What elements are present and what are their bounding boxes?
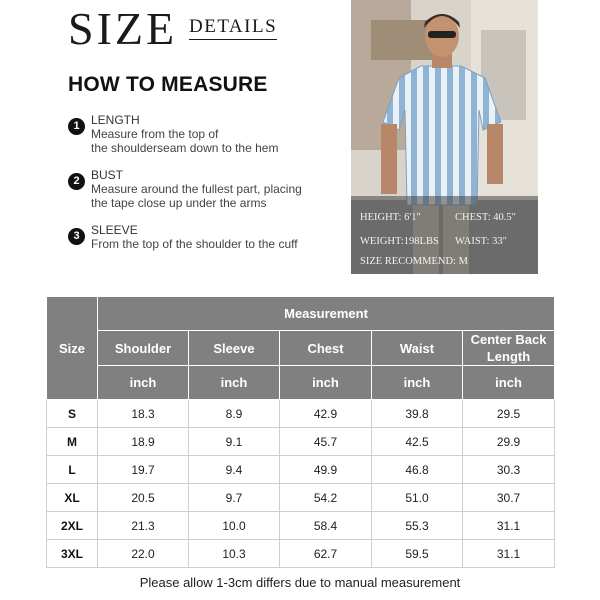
step-desc-line: the shoulderseam down to the hem [91,141,279,155]
table-cell: 10.3 [189,540,280,568]
table-cell: 42.9 [280,400,372,428]
table-cell: 18.3 [98,400,189,428]
table-row [47,456,555,484]
model-chest: CHEST: 40.5" [455,212,516,223]
size-label: L [47,456,98,484]
size-label: 3XL [47,540,98,568]
column-header-waist: Waist [372,331,463,366]
table-cell: 9.1 [189,428,280,456]
step-number-badge: 2 [68,173,85,190]
step-desc-line: Measure from the top of [91,127,219,141]
unit-cell: inch [280,366,372,400]
model-height: HEIGHT: 6'1" [360,212,421,223]
step-desc-line: the tape close up under the arms [91,196,267,210]
table-cell: 29.5 [463,400,555,428]
table-unit-row [47,366,555,400]
table-cell: 58.4 [280,512,372,540]
size-chart-table [46,296,555,568]
table-header-row [47,297,555,331]
table-row [47,400,555,428]
step-title: SLEEVE [91,223,138,237]
step-description [91,237,341,251]
model-photo [351,0,538,274]
model-size-recommend: SIZE RECOMMEND: M [360,256,468,267]
table-cell: 18.9 [98,428,189,456]
table-cell: 10.0 [189,512,280,540]
step-desc-line: Measure around the fullest part, placing [91,182,302,196]
size-label: XL [47,484,98,512]
size-column-header: Size [47,297,98,400]
table-cell: 49.9 [280,456,372,484]
step-title: BUST [91,168,124,182]
size-label: S [47,400,98,428]
table-cell: 20.5 [98,484,189,512]
table-cell: 42.5 [372,428,463,456]
table-row [47,540,555,568]
model-weight: WEIGHT:198LBS [360,236,439,247]
size-label: M [47,428,98,456]
size-title: SIZE [68,3,178,54]
how-to-measure-heading: HOW TO MEASURE [68,73,268,96]
table-cell: 62.7 [280,540,372,568]
column-header-sleeve: Sleeve [189,331,280,366]
table-cell: 8.9 [189,400,280,428]
table-cell: 9.7 [189,484,280,512]
details-title: DETAILS [189,17,277,40]
model-info-overlay [351,196,538,274]
table-row [47,512,555,540]
column-header-center-back-length: Center Back Length [463,331,555,366]
table-cell: 46.8 [372,456,463,484]
measurement-note: Please allow 1-3cm differs due to manual measurement [139,575,461,590]
unit-cell: inch [372,366,463,400]
model-waist: WAIST: 33" [455,236,507,247]
step-title: LENGTH [91,113,140,127]
column-header-shoulder: Shoulder [98,331,189,366]
table-cell: 39.8 [372,400,463,428]
table-cell: 31.1 [463,512,555,540]
table-cell: 22.0 [98,540,189,568]
table-cell: 29.9 [463,428,555,456]
table-cell: 45.7 [280,428,372,456]
table-row [47,428,555,456]
column-header-chest: Chest [280,331,372,366]
table-column-header-row [47,331,555,366]
step-number-badge: 1 [68,118,85,135]
table-row [47,484,555,512]
measurement-group-header: Measurement [98,297,555,331]
unit-cell: inch [98,366,189,400]
table-cell: 19.7 [98,456,189,484]
step-number-badge: 3 [68,228,85,245]
step-desc-line: From the top of the shoulder to the cuff [91,237,298,251]
table-cell: 51.0 [372,484,463,512]
unit-cell: inch [463,366,555,400]
table-cell: 30.7 [463,484,555,512]
table-cell: 31.1 [463,540,555,568]
unit-cell: inch [189,366,280,400]
table-cell: 21.3 [98,512,189,540]
table-cell: 9.4 [189,456,280,484]
size-label: 2XL [47,512,98,540]
step-description [91,127,341,155]
step-description [91,182,341,210]
table-cell: 30.3 [463,456,555,484]
table-cell: 54.2 [280,484,372,512]
table-cell: 55.3 [372,512,463,540]
table-cell: 59.5 [372,540,463,568]
